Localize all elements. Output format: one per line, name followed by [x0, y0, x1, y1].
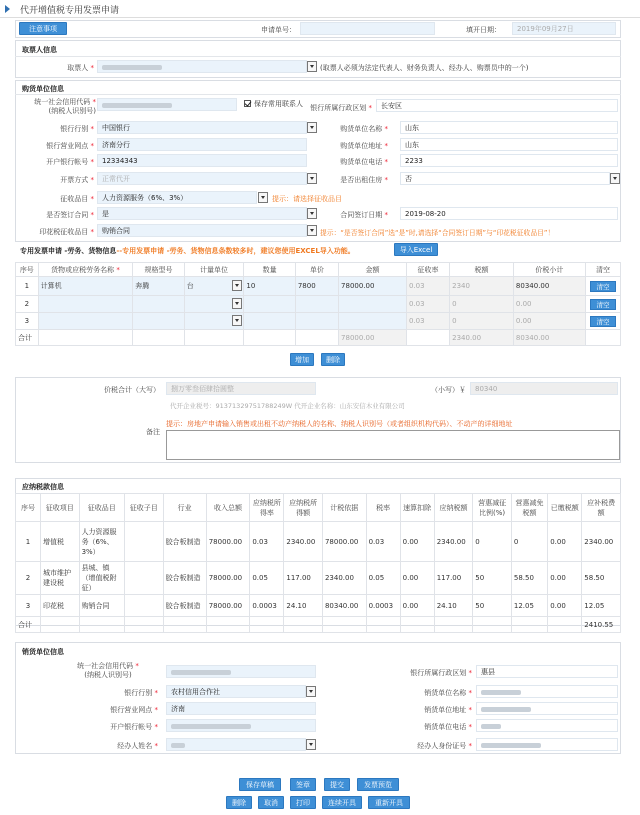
buyer-bank-type-label: 银行行别 * [60, 125, 94, 133]
row-price-input[interactable]: 7800 [295, 277, 338, 296]
save-contact-checkbox[interactable] [244, 100, 251, 107]
tax-cell [124, 617, 163, 633]
tax-col-header: 营惠减征比例(%) [473, 494, 512, 522]
agent-info: 代开企业税号：91371329751788249W 代开企业名称：山东安信木业有限公司 [170, 402, 405, 410]
row-rate: 0.03 [406, 296, 449, 313]
tax-cell: 0.03 [250, 522, 284, 562]
tax-cell: 117.00 [434, 562, 473, 595]
stamp-label: 印花税征收品目 * [39, 228, 94, 236]
buyer-credit-input[interactable] [97, 98, 237, 111]
lower-total-value: 80340 [470, 382, 618, 395]
tax-cell: 胶合板制造 [163, 562, 206, 595]
lower-total-label: （小写）￥ [431, 386, 466, 394]
tax-cell: 50 [473, 562, 512, 595]
tax-cell [206, 617, 250, 633]
chevron-down-icon[interactable] [232, 315, 242, 326]
contract-select[interactable]: 是 [97, 207, 307, 220]
collector-section-title: 取票人信息 [22, 46, 57, 54]
row-amount-input[interactable] [339, 313, 407, 330]
row-qty-input[interactable] [244, 313, 295, 330]
buyer-phone-input[interactable]: 2233 [400, 154, 618, 167]
row-spec-input[interactable]: 奔腾 [133, 277, 184, 296]
row-tax: 0 [450, 296, 514, 313]
contract-date-label: 合同签订日期 * [340, 211, 388, 219]
row-no: 2 [16, 296, 39, 313]
tax-col-header: 应纳税所得额 [284, 494, 323, 522]
row-amount-input[interactable]: 78000.00 [339, 277, 407, 296]
tax-cell: 0.05 [250, 562, 284, 595]
upper-total-label: 价税合计（大写） [104, 386, 160, 394]
tax-cell: 12.05 [511, 595, 547, 617]
tax-header-row [16, 494, 621, 522]
seller-name-label: 销货单位名称 * [424, 689, 472, 697]
tax-cell [163, 617, 206, 633]
chevron-down-icon[interactable] [232, 280, 242, 291]
col-clear: 清空 [585, 263, 620, 277]
rent-select[interactable]: 否 [400, 172, 610, 185]
levy-hint: 提示：请选择征收品目 [272, 195, 342, 203]
collector-label: 取票人 * [67, 64, 94, 72]
tax-cell: 2340.00 [284, 522, 323, 562]
chevron-down-icon[interactable] [258, 192, 268, 203]
divider [15, 94, 621, 95]
tax-col-header: 计税依据 [322, 494, 366, 522]
clear-button[interactable]: 清空 [590, 281, 616, 292]
tax-col-header: 征收品目 [79, 494, 124, 522]
tax-cell: 58.50 [582, 562, 621, 595]
seller-section-title: 销货单位信息 [22, 648, 64, 656]
tax-cell [400, 617, 434, 633]
goods-row [16, 296, 621, 313]
method-label: 开票方式 * [60, 176, 94, 184]
tax-cell: 78000.00 [206, 562, 250, 595]
tax-cell: 0 [473, 522, 512, 562]
seller-region-input[interactable]: 惠县 [476, 665, 618, 678]
row-spec-input[interactable] [133, 313, 184, 330]
tax-cell: 78000.00 [322, 522, 366, 562]
tax-cell: 50 [473, 595, 512, 617]
tax-table [15, 493, 621, 633]
tax-cell: 78000.00 [206, 522, 250, 562]
row-unit-select[interactable] [184, 277, 244, 296]
tax-cell [284, 617, 323, 633]
row-tax: 0 [450, 313, 514, 330]
tax-cell: 0.00 [400, 595, 434, 617]
tax-cell: 0.00 [400, 562, 434, 595]
tax-cell [40, 617, 79, 633]
tax-cell: 58.50 [511, 562, 547, 595]
seller-addr-label: 销货单位地址 * [424, 706, 472, 714]
tax-cell: 0.0003 [366, 595, 400, 617]
levy-select[interactable]: 人力资源服务（6%、3%） [97, 191, 257, 204]
seller-account-input[interactable] [166, 719, 316, 732]
row-name-input[interactable] [38, 313, 133, 330]
seller-phone-label: 销货单位电话 * [424, 723, 472, 731]
buyer-outlet-input[interactable]: 济南分行 [97, 138, 307, 151]
print-button[interactable]: 打印 [290, 796, 316, 809]
buyer-name-input[interactable]: 山东 [400, 121, 618, 134]
tax-cell [250, 617, 284, 633]
row-total: 0.00 [513, 313, 585, 330]
row-qty-input[interactable] [244, 296, 295, 313]
submit-button[interactable]: 提交 [324, 778, 350, 791]
tax-col-header: 序号 [16, 494, 41, 522]
contract-label: 是否签订合同 * [46, 211, 94, 219]
page-title: 代开增值税专用发票申请 [20, 6, 120, 16]
row-tax: 2340 [450, 277, 514, 296]
seller-credit-input[interactable] [166, 665, 316, 678]
tax-cell [124, 595, 163, 617]
tax-col-header: 营惠减免税额 [511, 494, 547, 522]
add-row-button[interactable]: 增加 [290, 353, 314, 366]
tax-col-header: 征收项目 [40, 494, 79, 522]
buyer-credit-label: 统一社会信用代码 * (纳税人识别号) [34, 98, 96, 115]
col-rate: 征收率 [406, 263, 449, 277]
row-name-input[interactable] [38, 296, 133, 313]
tax-cell [366, 617, 400, 633]
tax-cell: 80340.00 [322, 595, 366, 617]
tax-col-header: 应纳税额 [434, 494, 473, 522]
method-select[interactable]: 正常代开 [97, 172, 307, 185]
operator-label: 经办人姓名 * [117, 742, 158, 750]
save-contact-label: 保存常用联系人 [254, 100, 303, 108]
goods-sum-row [16, 330, 621, 346]
contract-date-input[interactable]: 2019-08-20 [400, 207, 618, 220]
tax-cell: 人力资源服务（6%、3%） [79, 522, 124, 562]
tax-cell: 24.10 [434, 595, 473, 617]
col-unit: 计量单位 [184, 263, 244, 277]
tax-cell: 县城、镇（增值税附征） [79, 562, 124, 595]
fill-date-label: 填开日期： [466, 26, 501, 34]
chevron-down-icon[interactable] [610, 173, 620, 184]
buyer-account-label: 开户银行帐号 * [46, 158, 94, 166]
sum-tax: 2340.00 [450, 330, 514, 346]
tax-cell: 0.05 [366, 562, 400, 595]
seller-credit-label: 统一社会信用代码 * (纳税人识别号) [77, 662, 139, 679]
chevron-down-icon[interactable] [307, 225, 317, 236]
row-unit-select[interactable] [184, 313, 244, 330]
col-amount: 金额 [339, 263, 407, 277]
row-price-input[interactable] [295, 313, 338, 330]
rent-label: 是否出租住房 * [340, 176, 388, 184]
notice-button[interactable]: 注意事项 [19, 22, 67, 35]
tax-row [16, 595, 621, 617]
tax-cell: 2410.55 [582, 617, 621, 633]
tax-cell [124, 522, 163, 562]
seller-account-label: 开户银行帐号 * [110, 723, 158, 731]
tax-cell: 增值税 [40, 522, 79, 562]
operator-select[interactable] [166, 738, 306, 751]
chevron-down-icon[interactable] [306, 686, 316, 697]
tax-cell [124, 562, 163, 595]
col-qty: 数量 [244, 263, 295, 277]
clear-button[interactable]: 清空 [590, 299, 616, 310]
tax-cell: 0.00 [548, 522, 582, 562]
tax-cell: 2 [16, 562, 41, 595]
seller-outlet-label: 银行营业网点 * [110, 706, 158, 714]
tax-cell: 印花税 [40, 595, 79, 617]
fill-date-input[interactable]: 2019年09月27日 [512, 22, 616, 35]
tax-cell [434, 617, 473, 633]
tax-col-header: 应纳税所得率 [250, 494, 284, 522]
tax-cell: 2340.00 [582, 522, 621, 562]
col-name: 货物或应税劳务名称 * [38, 263, 133, 277]
tax-sum-row [16, 617, 621, 633]
tax-cell: 0.00 [548, 595, 582, 617]
col-price: 单价 [295, 263, 338, 277]
col-no: 序号 [16, 263, 39, 277]
buyer-region-input[interactable]: 长安区 [376, 99, 618, 112]
chevron-down-icon[interactable] [232, 298, 242, 309]
tax-row [16, 562, 621, 595]
sign-button[interactable]: 签章 [290, 778, 316, 791]
reissue-button[interactable]: 重新开具 [368, 796, 410, 809]
sum-amount: 78000.00 [339, 330, 407, 346]
seller-phone-input[interactable] [476, 719, 618, 732]
cancel-button[interactable]: 取消 [258, 796, 284, 809]
buyer-addr-input[interactable]: 山东 [400, 138, 618, 151]
invoice-preview-button[interactable]: 发票预览 [357, 778, 399, 791]
tax-col-header: 已缴税额 [548, 494, 582, 522]
apply-no-input[interactable] [300, 22, 435, 35]
buyer-bank-type-select[interactable]: 中国银行 [97, 121, 307, 134]
tax-cell: 0.03 [366, 522, 400, 562]
delete-button[interactable]: 删除 [226, 796, 252, 809]
clear-button[interactable]: 清空 [590, 316, 616, 327]
buyer-name-label: 购货单位名称 * [340, 125, 388, 133]
row-rate: 0.03 [406, 277, 449, 296]
seller-outlet-input[interactable]: 济南 [166, 702, 316, 715]
row-rate: 0.03 [406, 313, 449, 330]
chevron-down-icon[interactable] [307, 61, 317, 72]
goods-row [16, 277, 621, 296]
seller-addr-input[interactable] [476, 702, 618, 715]
tax-cell: 0.00 [400, 522, 434, 562]
row-amount-input[interactable] [339, 296, 407, 313]
goods-header-row [16, 263, 621, 277]
apply-no-label: 申请单号： [261, 26, 296, 34]
row-total: 0.00 [513, 296, 585, 313]
tax-section-title: 应纳税款信息 [22, 483, 64, 491]
tax-col-header: 征收子目 [124, 494, 163, 522]
tax-cell: 3 [16, 595, 41, 617]
tax-cell: 0.0003 [250, 595, 284, 617]
collector-select[interactable] [97, 60, 307, 73]
seller-region-label: 银行所属行政区划 * [410, 669, 472, 677]
tax-cell: 24.10 [284, 595, 323, 617]
tax-cell [473, 617, 512, 633]
col-tax: 税额 [450, 263, 514, 277]
tax-cell: 购销合同 [79, 595, 124, 617]
goods-title: 专用发票申请 -劳务、货物信息--专用发票申请 -劳务、货物信息条数较多时，建议您使用EXCEL导入功能。 [20, 247, 355, 255]
operator-id-label: 经办人身份证号 * [417, 742, 472, 750]
sum-label: 合计 [16, 330, 39, 346]
tax-cell: 0 [511, 522, 547, 562]
tax-cell [548, 617, 582, 633]
buyer-region-label: 银行所属行政区划 * [310, 104, 372, 112]
row-no: 1 [16, 277, 39, 296]
tax-cell [322, 617, 366, 633]
tax-col-header: 应补税费额 [582, 494, 621, 522]
tax-cell: 2340.00 [322, 562, 366, 595]
row-unit-value: 台 [186, 282, 194, 290]
goods-table [15, 262, 621, 346]
seller-bank-type-select[interactable]: 农村信用合作社 [166, 685, 306, 698]
buyer-phone-label: 购货单位电话 * [340, 158, 388, 166]
tax-cell: 1 [16, 522, 41, 562]
row-spec-input[interactable] [133, 296, 184, 313]
tax-cell: 12.05 [582, 595, 621, 617]
tax-col-header: 收入总额 [206, 494, 250, 522]
tax-cell: 胶合板制造 [163, 595, 206, 617]
stamp-select[interactable]: 购销合同 [97, 224, 307, 237]
tax-cell [511, 617, 547, 633]
stamp-hint: 提示：“是否签订合同”选“是”时,请选择“合同签订日期”与“印花税征收品目”！ [320, 229, 555, 237]
chevron-down-icon[interactable] [306, 739, 316, 750]
buyer-account-input[interactable]: 12334343 [97, 154, 307, 167]
delete-row-button[interactable]: 删除 [321, 353, 345, 366]
levy-label: 征收品目 * [60, 195, 94, 203]
buyer-outlet-label: 银行营业网点 * [46, 142, 94, 150]
col-spec: 规格型号 [133, 263, 184, 277]
seller-bank-type-label: 银行行别 * [124, 689, 158, 697]
tax-row [16, 522, 621, 562]
row-total: 80340.00 [513, 277, 585, 296]
seller-name-input[interactable] [476, 685, 618, 698]
upper-total-value: 捌万零叁佰肆拾圆整 [166, 382, 316, 395]
sum-total: 80340.00 [513, 330, 585, 346]
remark-label: 备注 [146, 428, 160, 436]
tax-cell: 117.00 [284, 562, 323, 595]
row-qty-input[interactable]: 10 [244, 277, 295, 296]
goods-title-hint: --专用发票申请 -劳务、货物信息条数较多时，建议您使用EXCEL导入功能。 [116, 247, 355, 255]
tax-cell: 胶合板制造 [163, 522, 206, 562]
operator-id-input[interactable] [476, 738, 618, 751]
remark-hint: 提示：房地产申请输入销售或出租不动产纳税人的名称、纳税人识别号（或者组织机构代码）、不动产的详细地址 [166, 420, 513, 428]
buyer-section-title: 购货单位信息 [22, 85, 64, 93]
tax-cell: 城市维护建设税 [40, 562, 79, 595]
row-no: 3 [16, 313, 39, 330]
tax-col-header: 税率 [366, 494, 400, 522]
collector-hint: (取票人必须为法定代表人、财务负责人、经办人、购票员中的一个) [320, 64, 529, 72]
tax-cell: 合计 [16, 617, 41, 633]
tax-cell: 78000.00 [206, 595, 250, 617]
tax-cell [79, 617, 124, 633]
buyer-addr-label: 购货单位地址 * [340, 142, 388, 150]
title-bar [0, 0, 640, 18]
save-draft-button[interactable]: 保存草稿 [239, 778, 281, 791]
import-excel-button[interactable]: 导入Excel [394, 243, 438, 256]
divider [15, 56, 621, 57]
row-price-input[interactable] [295, 296, 338, 313]
title-marker-icon [5, 5, 10, 13]
tax-col-header: 速算扣除 [400, 494, 434, 522]
tax-col-header: 行业 [163, 494, 206, 522]
tax-cell: 0.00 [548, 562, 582, 595]
row-unit-select[interactable] [184, 296, 244, 313]
row-name-input[interactable]: 计算机 [38, 277, 133, 296]
col-total: 价税小计 [513, 263, 585, 277]
goods-row [16, 313, 621, 330]
tax-cell: 2340.00 [434, 522, 473, 562]
remark-textarea[interactable] [166, 430, 620, 460]
continuous-issue-button[interactable]: 连续开具 [322, 796, 362, 809]
